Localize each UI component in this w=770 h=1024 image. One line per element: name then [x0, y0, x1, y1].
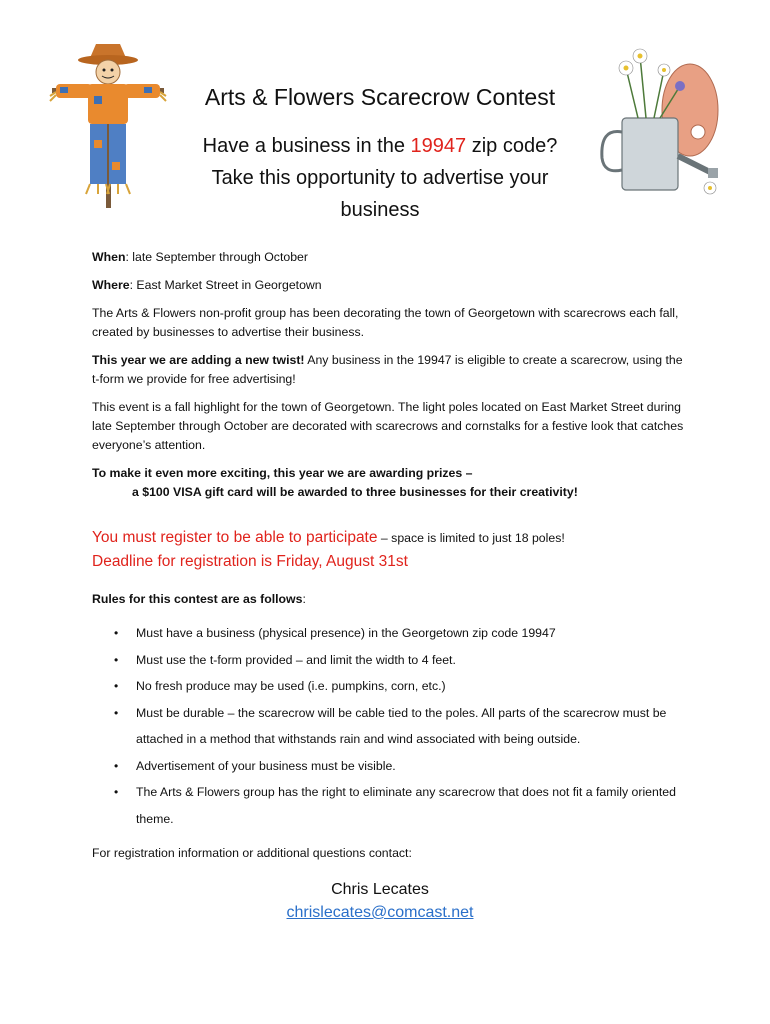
- twist-paragraph: [92, 351, 692, 389]
- register-line-1: [92, 526, 712, 550]
- bullet-icon: •: [114, 785, 119, 799]
- zip-code-highlight: 19947: [410, 135, 467, 157]
- when-label: When: [92, 250, 126, 264]
- prizes-paragraph: [92, 464, 692, 502]
- rule-text: Advertisement of your business must be visible.: [136, 758, 396, 773]
- list-item: [92, 647, 692, 674]
- register-required: You must register to be able to participate: [92, 529, 378, 546]
- prizes-line-1: To make it even more exciting, this year we are awarding prizes –: [92, 466, 473, 480]
- subtitle: [150, 130, 610, 226]
- rules-heading: [92, 592, 306, 606]
- intro-paragraph: The Arts & Flowers non-profit group has been decorating the town of Georgetown with scarecrows each fall, created by businesses to advertise their business.: [92, 306, 679, 339]
- list-item: [92, 700, 692, 753]
- page-title: Arts & Flowers Scarecrow Contest: [204, 84, 556, 110]
- contact-name: Chris Lecates: [331, 881, 429, 898]
- where-value: : East Market Street in Georgetown: [129, 278, 322, 292]
- subtitle-line-3: business: [340, 199, 420, 221]
- where-line: [92, 276, 692, 295]
- contact-intro: For registration information or additional questions contact:: [92, 846, 412, 860]
- rule-text: Must be durable – the scarecrow will be cable tied to the poles. All parts of the scarecrow must be attached in a method that withstands rain and wind associated with being outside.: [136, 705, 667, 746]
- list-item: [92, 779, 692, 832]
- list-item: [92, 753, 692, 780]
- body-text: [92, 248, 692, 511]
- bullet-icon: •: [114, 705, 119, 720]
- rule-text: Must have a business (physical presence) in the Georgetown zip code 19947: [136, 626, 556, 640]
- event-paragraph: This event is a fall highlight for the town of Georgetown. The light poles located on East Market Street during late September through October are decorated with scarecrows and cornstalks for a festive look that catches everyone’s attention.: [92, 400, 684, 452]
- rule-text: Must use the t-form provided – and limit the width to 4 feet.: [136, 652, 456, 667]
- rule-text: The Arts & Flowers group has the right to eliminate any scarecrow that does not fit a family oriented theme.: [136, 785, 676, 826]
- list-item: [92, 673, 692, 700]
- bullet-icon: •: [114, 679, 119, 693]
- bullet-icon: •: [114, 626, 119, 640]
- rules-heading-colon: :: [302, 592, 306, 606]
- subtitle-post: zip code?: [466, 135, 558, 157]
- bullet-icon: •: [114, 758, 119, 773]
- rules-list: [92, 620, 692, 832]
- rule-text: No fresh produce may be used (i.e. pumpkins, corn, etc.): [136, 679, 446, 693]
- twist-bold: This year we are adding a new twist!: [92, 353, 305, 367]
- twist-text: Any business in the 19947 is eligible to create a scarecrow, using the t-form we provide for free advertising!: [92, 353, 683, 386]
- subtitle-pre: Have a business in the: [202, 135, 411, 157]
- prizes-line-2: a $100 VISA gift card will be awarded to three businesses for their creativity!: [132, 485, 578, 499]
- when-value: : late September through October: [125, 250, 308, 264]
- registration-notice: [92, 526, 712, 574]
- space-limit-note: – space is limited to just 18 poles!: [377, 531, 565, 545]
- list-item: [92, 620, 692, 647]
- rules-heading-text: Rules for this contest are as follows: [92, 592, 303, 606]
- bullet-icon: •: [114, 652, 119, 667]
- subtitle-line-2: Take this opportunity to advertise your: [211, 167, 549, 189]
- deadline-line: Deadline for registration is Friday, August 31st: [92, 553, 408, 570]
- subtitle-line-1: [150, 130, 610, 162]
- where-label: Where: [92, 278, 130, 292]
- when-line: [92, 248, 692, 267]
- contact-email-link[interactable]: chrislecates@comcast.net: [286, 904, 474, 921]
